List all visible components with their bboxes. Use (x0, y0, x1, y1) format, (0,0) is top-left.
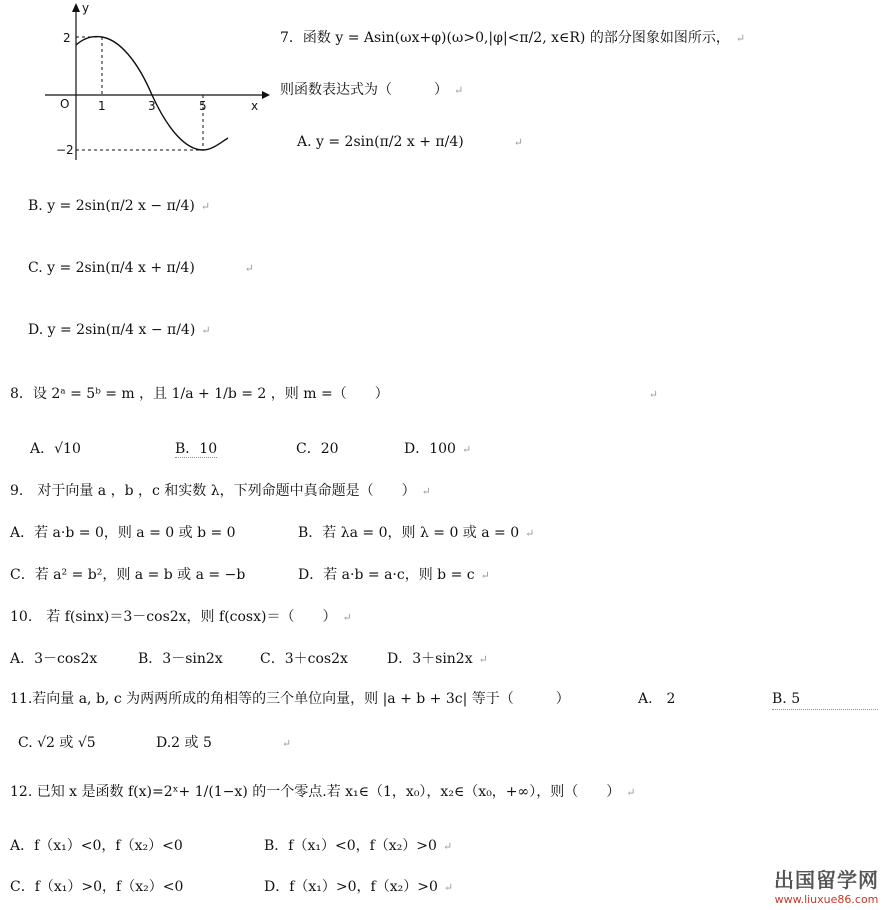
q12-option-a: A．f（x₁）<0，f（x₂）<0 (10, 838, 183, 854)
q8-option-b: B．10 (175, 441, 218, 457)
y-tick-2: 2 (63, 31, 71, 45)
sine-curve (76, 37, 228, 150)
q9-option-a: A．若 a·b = 0，则 a = 0 或 b = 0 (10, 525, 236, 541)
q7-option-c: C. y = 2sin(π/4 x + π/4) ↵ (28, 260, 255, 276)
q10-option-b: B．3－sin2x (138, 651, 223, 667)
x-axis-label: x (251, 99, 259, 113)
q8-option-d: D．100 ↵ (404, 441, 472, 457)
watermark-site-name: 出国留学网 (774, 868, 879, 892)
q8-option-a: A．√10 (30, 441, 81, 457)
q8-stem: 8．设 2ᵃ = 5ᵇ = m ，且 1/a + 1/b = 2 ，则 m =（ ） ↵ (10, 386, 658, 402)
q9-option-b: B．若 λa = 0，则 λ = 0 或 a = 0 ↵ (298, 525, 535, 541)
q7-option-a: A. y = 2sin(π/2 x + π/4) ↵ (297, 134, 523, 150)
q11-stem: 11.若向量 a, b, c 为两两所成的角相等的三个单位向量，则 |a + b + 3c| 等于（ ） (10, 691, 570, 707)
y-axis-label: y (82, 1, 90, 15)
y-tick-neg2: −2 (56, 143, 74, 157)
q7-stem2: 则函数表达式为（ ） ↵ (280, 82, 464, 98)
q8-option-c: C．20 (296, 441, 339, 457)
q10-option-d: D．3＋sin2x ↵ (387, 651, 488, 667)
q7-option-d: D. y = 2sin(π/4 x − π/4) ↵ (28, 322, 211, 338)
q10-option-a: A．3－cos2x (10, 651, 98, 667)
x-axis-arrow (262, 91, 270, 99)
q7-option-b: B. y = 2sin(π/2 x − π/4) ↵ (28, 198, 211, 214)
q11-option-d: D.2 或 5 ↵ (156, 735, 292, 751)
q9-stem: 9. 对于向量 a ，b ，c 和实数 λ，下列命题中真命题是（ ） ↵ (10, 483, 431, 499)
q11-option-b: B. 5 (772, 689, 882, 710)
q10-stem: 10. 若 f(sinx)＝3－cos2x，则 f(cosx)＝（ ） ↵ (10, 609, 352, 625)
watermark-url: www.liuxue86.com (774, 893, 879, 906)
q7-stem: 7．函数 y = Asin(ωx+φ)(ω>0,|φ|<π/2, x∈R) 的部分图象如图所示， ↵ (280, 30, 746, 46)
x-tick-1: 1 (98, 99, 106, 113)
q12-option-d: D．f（x₁）>0，f（x₂）>0 ↵ (264, 879, 454, 895)
q12-option-c: C．f（x₁）>0，f（x₂）<0 (10, 879, 184, 895)
origin-label: O (60, 97, 70, 111)
x-tick-5: 5 (199, 99, 207, 113)
y-axis-arrow (72, 3, 80, 12)
q12-option-b: B．f（x₁）<0，f（x₂）>0 ↵ (264, 838, 453, 854)
q10-option-c: C．3＋cos2x (260, 651, 348, 667)
sine-graph (40, 0, 270, 165)
q9-option-c: C．若 a² = b²，则 a = b 或 a = −b (10, 567, 246, 583)
q12-stem: 12. 已知 x 是函数 f(x)=2ˣ+ 1/(1−x) 的一个零点.若 x₁∈（1，x₀），x₂∈（x₀，+∞），则（ ） ↵ (10, 784, 636, 800)
x-tick-3: 3 (148, 99, 156, 113)
site-watermark (774, 864, 879, 906)
q9-option-d: D．若 a·b = a·c，则 b = c ↵ (298, 567, 490, 583)
q11-option-a: A. 2 (638, 691, 676, 707)
q11-option-c: C. √2 或 √5 (18, 735, 96, 751)
